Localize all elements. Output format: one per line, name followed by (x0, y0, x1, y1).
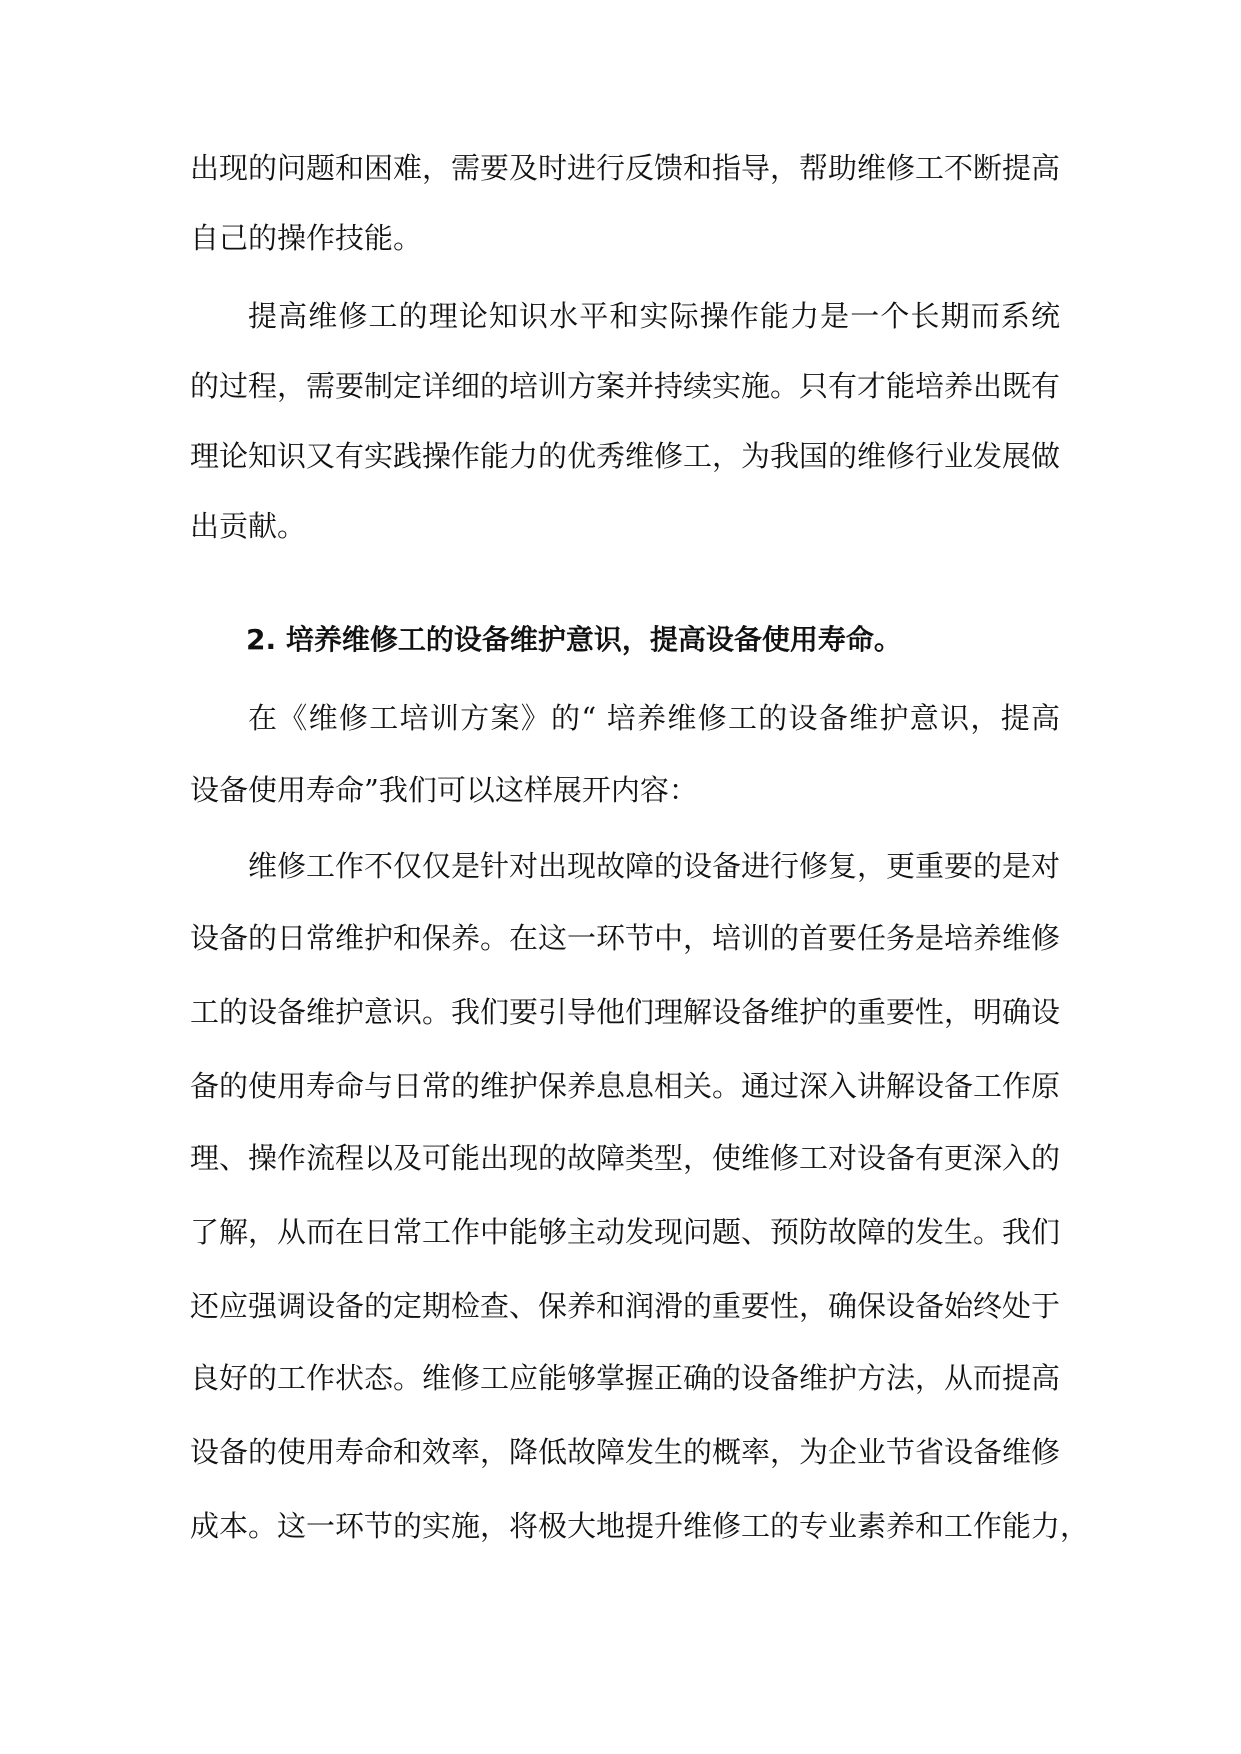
paragraph-line: 自己的操作技能。 (190, 221, 423, 255)
paragraph-line: 工的设备维护意识。我们要引导他们理解设备维护的重要性，明确设 (190, 995, 1061, 1029)
paragraph-line: 理、操作流程以及可能出现的故障类型，使维修工对设备有更深入的 (190, 1141, 1061, 1175)
paragraph-line: 出贡献。 (190, 509, 307, 543)
paragraph-line: 设备的日常维护和保养。在这一环节中，培训的首要任务是培养维修 (190, 921, 1061, 955)
paragraph-line: 出现的问题和困难，需要及时进行反馈和指导，帮助维修工不断提高 (190, 151, 1061, 185)
paragraph-line: 备的使用寿命与日常的维护保养息息相关。通过深入讲解设备工作原 (190, 1069, 1061, 1103)
paragraph-line: 设备的使用寿命和效率，降低故障发生的概率，为企业节省设备维修 (190, 1435, 1061, 1469)
paragraph-line: 成本。这一环节的实施，将极大地提升维修工的专业素养和工作能力， (190, 1509, 1090, 1543)
paragraph-line: 还应强调设备的定期检查、保养和润滑的重要性，确保设备始终处于 (190, 1289, 1061, 1323)
paragraph-line: 设备使用寿命”我们可以这样展开内容： (190, 773, 698, 807)
paragraph-line: 提高维修工的理论知识水平和实际操作能力是一个长期而系统 (248, 299, 1060, 333)
paragraph-line: 的过程，需要制定详细的培训方案并持续实施。只有才能培养出既有 (190, 369, 1061, 403)
paragraph-line: 理论知识又有实践操作能力的优秀维修工，为我国的维修行业发展做 (190, 439, 1061, 473)
paragraph-line: 了解，从而在日常工作中能够主动发现问题、预防故障的发生。我们 (190, 1215, 1061, 1249)
paragraph-line: 在《维修工培训方案》的“ 培养维修工的设备维护意识，提高 (248, 701, 1060, 735)
paragraph-line: 维修工作不仅仅是针对出现故障的设备进行修复，更重要的是对 (248, 849, 1061, 883)
section-heading: 2. 培养维修工的设备维护意识，提高设备使用寿命。 (246, 623, 902, 656)
paragraph-line: 良好的工作状态。维修工应能够掌握正确的设备维护方法，从而提高 (190, 1361, 1061, 1395)
